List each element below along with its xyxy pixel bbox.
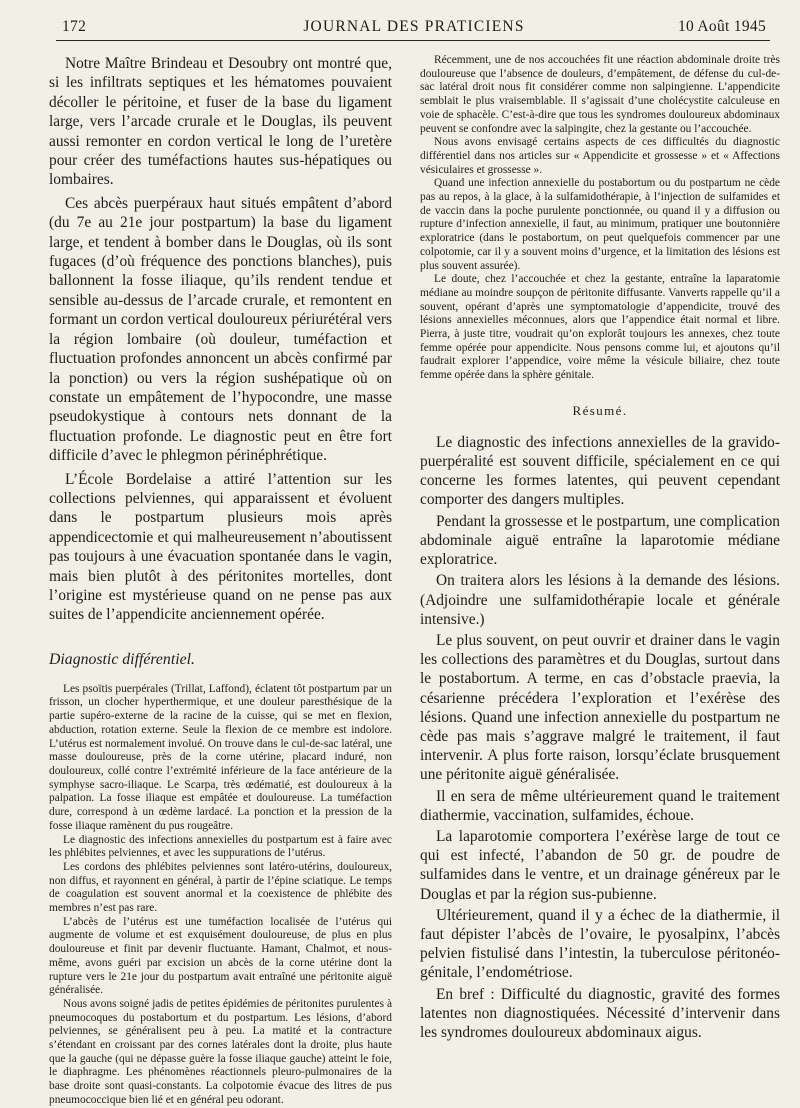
summary-paragraph: On traitera alors les lésions à la demande des lésions. (Adjoindre une sulfamidothérapie locale et générale intensive.) — [420, 572, 780, 628]
paragraph: Nous avons soigné jadis de petites épidémies de péritonites purulentes à pneumocoques du postabortum et du postpartum. Les lésions, d’abord pelviennes, se généralisent peu à peu. La matité et la contracture s’étendant en croissant par des cornes latérales dont la droite, plus haute que la gauche (qui ne dépasse guère la fosse iliaque gauche) atteint le foie, le diaphragme. Les phénomènes réactionnels pleuro-pulmonaires de la base droite sont quasi-constants. La colpotomie évacue des litres de pus pneumococcique bien lié et en général peu odorant. — [49, 997, 392, 1106]
summary-paragraph: Ultérieurement, quand il y a échec de la diathermie, il faut dépister l’abcès de l’ovaire, le pyosalpinx, l’abcès pelvien fistulisé dans l’intestin, la tuberculose péritonéo-génitale, l’endométriose. — [420, 906, 780, 982]
section-heading: Résumé. — [572, 402, 628, 418]
paragraph: L’abcès de l’utérus est une tuméfaction localisée de l’utérus qui augmente de volume et est exquisément douloureuse, de plus en plus douloureuse et finit par devenir fluctuante. Hamant, Chalmot, et nous-même, avons guéri par excision un abcès de la corne utérine dont la rupture vers le 21e jour du postpartum avait entraîné une péritonite aiguë généralisée. — [49, 915, 392, 997]
paragraph: Nous avons envisagé certains aspects de ces difficultés du diagnostic différentiel dans nos articles sur « Appendicite et grossesse » et « Affections vésiculaires et grossesse ». — [420, 136, 780, 176]
section-heading: Diagnostic différentiel. — [49, 650, 195, 668]
paragraph: Ces abcès puerpéraux haut situés empâtent d’abord (du 7e au 21e jour postpartum) la base du ligament large, et tendent à bomber dans le Douglas, où ils sont fugaces (d’où fréquence des ponctions blanches), puis ballonnent la fosse iliaque, qu’ils rendent tendue et sensible au-dessus de l’arcade crurale, et remontent en formant un cordon vertical douloureux périurétéral vers la région lombaire (où douleur, tuméfaction et fluctuation profondes annoncent un abcès confirmé par la ponction) ou vers la région sushépatique où on constate un empâtement de l’hypocondre, une masse pseudokystique à contours nets donnant de la fluctuation profonde. Le diagnostic peut en être fort difficile d’avec le phlegmon périnéphrétique. — [49, 194, 392, 465]
paragraph: L’École Bordelaise a attiré l’attention sur les collections pelviennes, qui apparaissent et évoluent dans le postpartum plusieurs mois après appendicectomie et qui malheureusement n’aboutissent pas toujours à une évacuation spontanée dans le vagin, mais bien plutôt à des péritonites mortelles, dont l’origine est mystérieuse quand on ne pense pas aux suites de l’appendicite anciennement opérée. — [49, 470, 392, 624]
summary-paragraph: La laparotomie comportera l’exérèse large de tout ce qui est infecté, l’abandon de 50 gr. de poudre de sulfamides dans le ventre, et un drainage généreux par le Douglas et par la région sus-pubienne. — [420, 827, 780, 903]
paragraph: Le diagnostic des infections annexielles du postpartum est à faire avec les phlébites pelviennes, et avec les suppurations de l’utérus. — [49, 833, 392, 860]
summary-paragraph: Pendant la grossesse et le postpartum, une complication abdominale aiguë entraîne la laparotomie médiane exploratrice. — [420, 512, 780, 569]
issue-date: 10 Août 1945 — [678, 18, 766, 35]
summary-paragraph: Il en sera de même ultérieurement quand le traitement diathermie, vaccination, sulfamides, échoue. — [420, 787, 780, 824]
journal-title: JOURNAL DES PRATICIENS — [303, 18, 525, 35]
summary-paragraph: En bref : Difficulté du diagnostic, gravité des formes latentes non diagnostiquées. Nécessité d’intervenir dans les syndromes douloureux abdominaux aigus. — [420, 985, 780, 1041]
paragraph: Les psoïtis puerpérales (Trillat, Laffond), éclatent tôt postpartum par un frisson, un clocher hyperthermique, et une douleur paresthésique de la partie supéro-externe de la racine de la cuisse, qui se met en flexion, abduction, rotation externe. Seule la flexion de ce membre est indolore. L’utérus est normalement involué. On trouve dans le cul-de-sac latéral, une masse douloureuse, près de la corne utérine, placard induré, non douloureux, collé contre l’extrémité inférieure de la face antérieure de la symphyse sacro-iliaque. Le Scarpa, très œdématié, est douloureux à la palpation. La fosse iliaque est empâtée et douloureuse. La tuméfaction dure, correspond à un œdème lardacé. La ponction et la pression de la fosse iliaque ramènent du pus rougeâtre. — [49, 682, 392, 832]
paragraph: Récemment, une de nos accouchées fit une réaction abdominale droite très douloureuse que l’absence de douleurs, d’empâtement, de défense du cul-de-sac latéral droit nous fit considérer comme non salpingienne. L’appendicite semblait le plus vraisemblable. Il s’agissait d’une cholécystite calculeuse en voie de sphacèle. C’est-à-dire que tous les syndromes douloureux abdominaux peuvent se confondre avec la salpingite, chez la gestante ou l’accouchée. — [420, 54, 780, 135]
right-column — [420, 54, 780, 1044]
paragraph: Les cordons des phlébites pelviennes sont latéro-utérins, douloureux, non diffus, et rayonnent en général, à partir de l’épine sciatique. Le temps de coagulation est souvent anormal et la coexistence de phlébite des membres n’est pas rare. — [49, 860, 392, 915]
header-rule — [56, 40, 770, 41]
summary-paragraph: Le plus souvent, on peut ouvrir et drainer dans le vagin les collections des paramètres et du Douglas, surtout dans le postabortum. A terme, en cas d’obstacle praevia, la césarienne précédera l’exploration et l’exérèse des lésions. Quand une infection annexielle du postpartum ne cède pas mais s’aggrave malgré le traitement, il faut intervenir. A plus forte raison, lorsqu’éclate brusquement une péritonite aiguë généralisée. — [420, 631, 780, 784]
left-column — [49, 54, 392, 1108]
paragraph: Quand une infection annexielle du postabortum ou du postpartum ne cède pas au repos, à la glace, à la sulfamidothérapie, à l’injection de sulfamides et de vaccin dans la poche purulente ponctionnée, ou quand il y a diffusion ou rupture d’infection annexielle, il faut, au minimum, pratiquer une boutonnière exploratrice (dans le postabortum, on peut quelquefois commencer par une colpotomie, car il y a souvent moins d’urgence, et la limitation des lésions est plus souvent assurée). — [420, 177, 780, 272]
page-header — [62, 14, 766, 40]
summary-paragraph: Le diagnostic des infections annexielles de la gravido-puerpéralité est souvent difficile, spécialement en ce qui concerne les formes latentes, qui peuvent cependant comporter des dangers multiples. — [420, 433, 780, 509]
page-number: 172 — [62, 18, 87, 35]
paragraph: Le doute, chez l’accouchée et chez la gestante, entraîne la laparatomie médiane au moindre soupçon de péritonite diffusante. Vanverts rappelle qu’il a souvent, opérant d’après une symptomatologie d’appendicite, trouvé des lésions annexielles méconnues, alors que l’appendice était normal et libre. Pierra, à juste titre, voudrait qu’on explorât toujours les annexes, chez toute femme opérée pour appendicite. Nous pensons comme lui, et ajoutons qu’il faudrait explorer l’appendice, voire même la vésicule biliaire, chez toute femme opérée dans la sphère génitale. — [420, 273, 780, 382]
paragraph: Notre Maître Brindeau et Desoubry ont montré que, si les infiltrats septiques et les hématomes pouvaient décoller le péritoine, et fuser de la base du ligament large, vers l’arcade crurale et le Douglas, ils peuvent aussi remonter en cordon vertical le long de l’uretère pour créer des tuméfactions hautes sus-hépatiques ou lombaires. — [49, 55, 392, 189]
